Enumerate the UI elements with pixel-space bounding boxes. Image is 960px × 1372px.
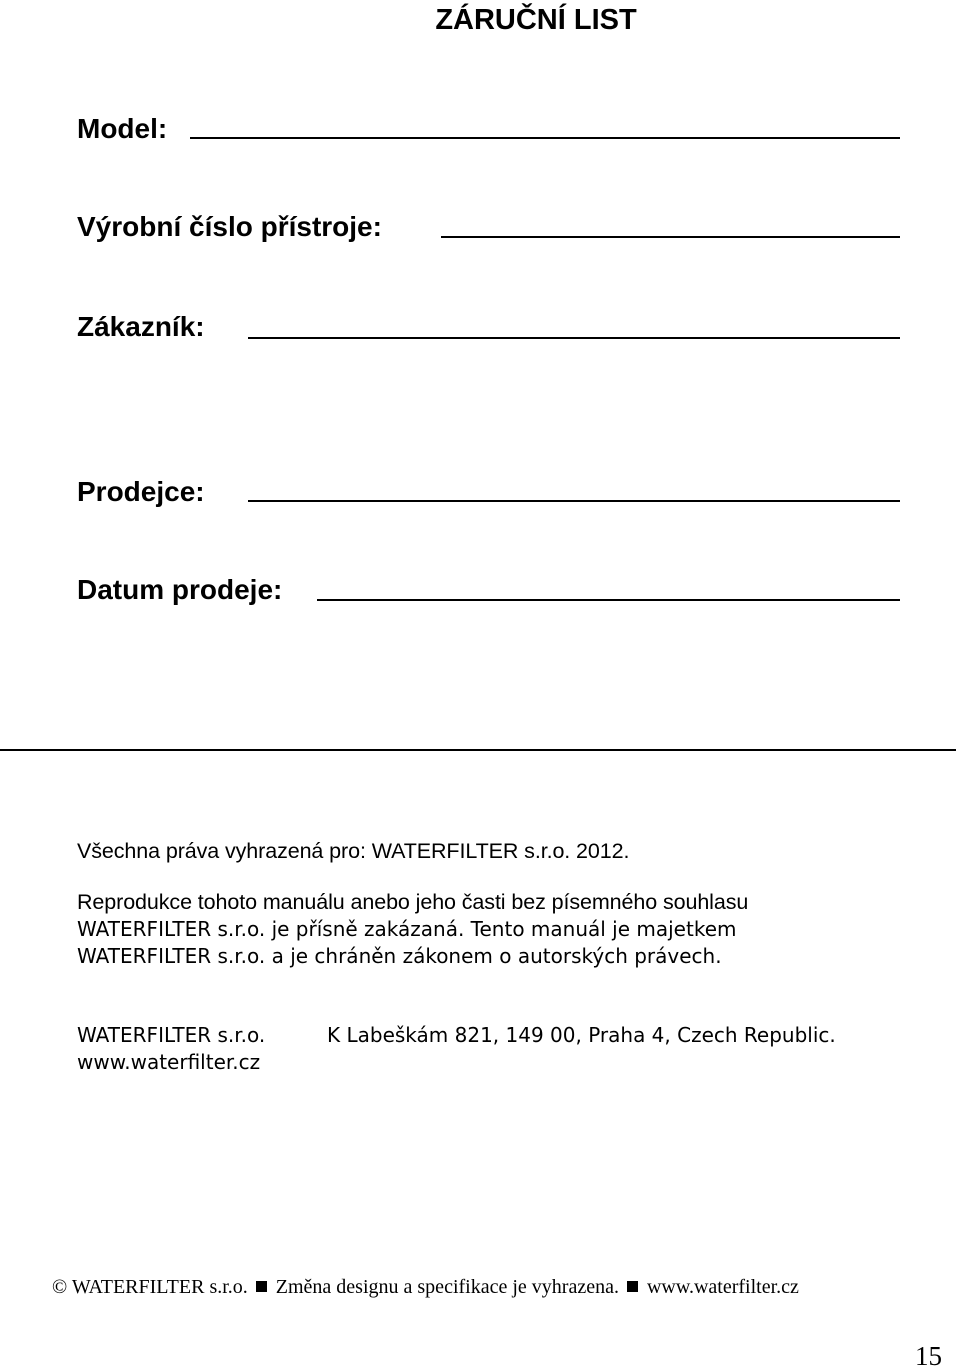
contact-address: K Labeškám 821, 149 00, Praha 4, Czech Republic. [327, 1023, 836, 1047]
customer-fill-line [248, 337, 900, 339]
footer-notice: Změna designu a specifikace je vyhrazena. [275, 1276, 619, 1298]
square-bullet-icon [256, 1281, 267, 1292]
reproduction-text-line-3: WATERFILTER s.r.o. a je chráněn zákonem o autorských právech. [77, 944, 722, 968]
contact-company: WATERFILTER s.r.o. [77, 1023, 266, 1047]
square-bullet-icon [627, 1281, 638, 1292]
sale-date-fill-line [317, 599, 900, 601]
model-fill-line [190, 137, 900, 139]
seller-fill-line [248, 500, 900, 502]
rights-reserved-text: Všechna práva vyhrazená pro: WATERFILTER s.r.o. 2012. [77, 839, 630, 863]
footer-website: www.waterfilter.cz [646, 1276, 799, 1298]
field-label-model: Model: [77, 113, 168, 144]
footer [52, 1275, 799, 1299]
page-number: 15 [915, 1341, 942, 1371]
field-label-serial-number: Výrobní číslo přístroje: [77, 211, 382, 242]
reproduction-text-line-2: WATERFILTER s.r.o. je přísně zakázaná. Tento manuál je majetkem [77, 917, 737, 941]
contact-website: www.waterfilter.cz [77, 1050, 261, 1074]
reproduction-text-line-1: Reprodukce tohoto manuálu anebo jeho časti bez písemného souhlasu [77, 890, 749, 914]
section-divider [0, 749, 956, 751]
page-title: ZÁRUČNÍ LIST [435, 4, 637, 36]
footer-company: WATERFILTER s.r.o. [71, 1276, 248, 1298]
copyright-symbol: © [52, 1276, 68, 1298]
field-label-sale-date: Datum prodeje: [77, 574, 283, 605]
field-label-seller: Prodejce: [77, 476, 205, 507]
serial-number-fill-line [441, 236, 900, 238]
field-label-customer: Zákazník: [77, 311, 205, 342]
